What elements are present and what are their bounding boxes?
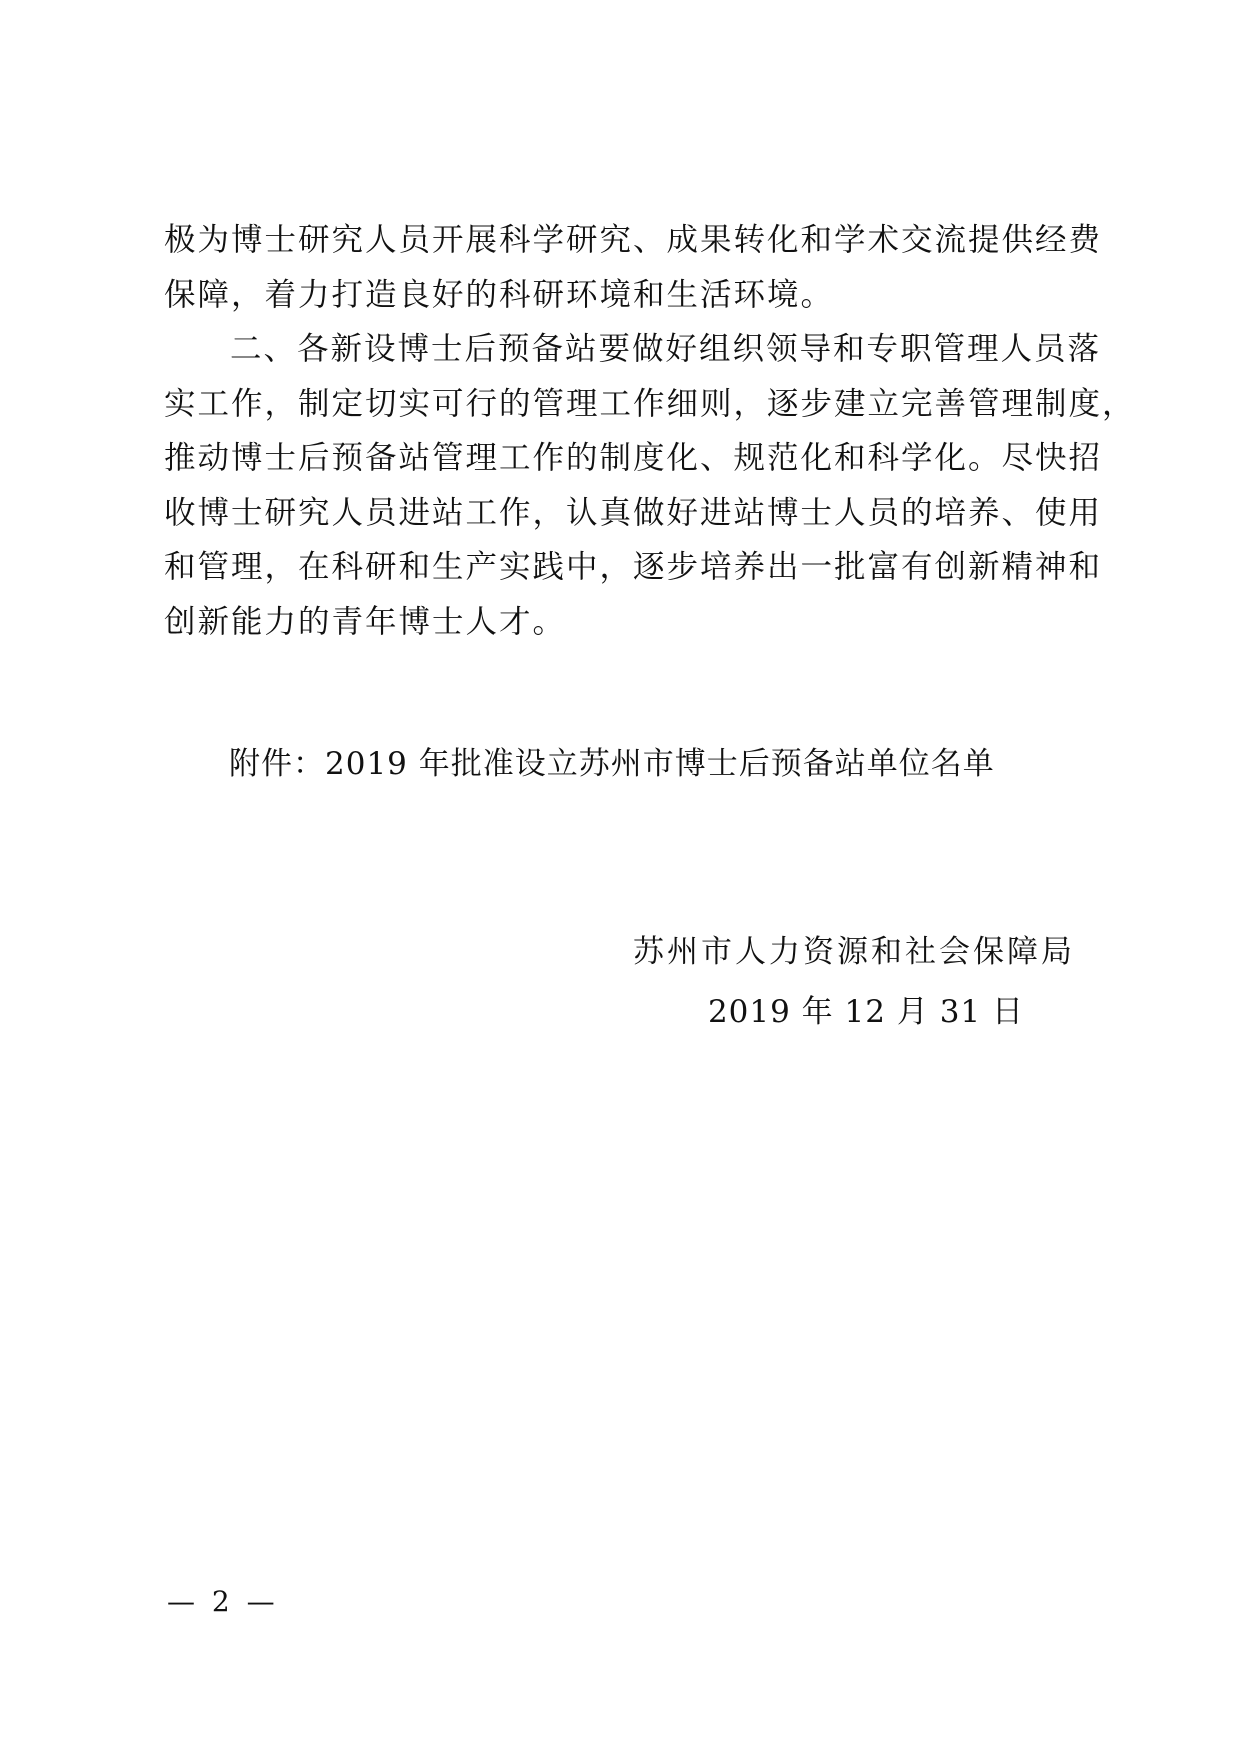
issue-date: 2019 年 12 月 31 日	[707, 994, 1024, 1030]
body-line: 和管理，在科研和生产实践中，逐步培养出一批富有创新精神和	[164, 549, 1103, 585]
body-line: 二、各新设博士后预备站要做好组织领导和专职管理人员落	[230, 331, 1102, 367]
body-line: 极为博士研究人员开展科学研究、成果转化和学术交流提供经费	[164, 222, 1103, 258]
page-number: — 2 —	[167, 1585, 279, 1618]
issuer-name: 苏州市人力资源和社会保障局	[633, 934, 1075, 970]
attachment-line: 附件：2019 年批准设立苏州市博士后预备站单位名单	[229, 746, 995, 782]
body-line: 实工作，制定切实可行的管理工作细则，逐步建立完善管理制度，	[164, 385, 1136, 422]
body-line: 收博士研究人员进站工作，认真做好进站博士人员的培养、使用	[164, 494, 1103, 531]
body-line: 创新能力的青年博士人才。	[164, 603, 567, 640]
body-text	[164, 213, 1136, 649]
body-line: 保障，着力打造良好的科研环境和生活环境。	[164, 276, 835, 313]
body-line: 推动博士后预备站管理工作的制度化、规范化和科学化。尽快招	[164, 440, 1103, 476]
